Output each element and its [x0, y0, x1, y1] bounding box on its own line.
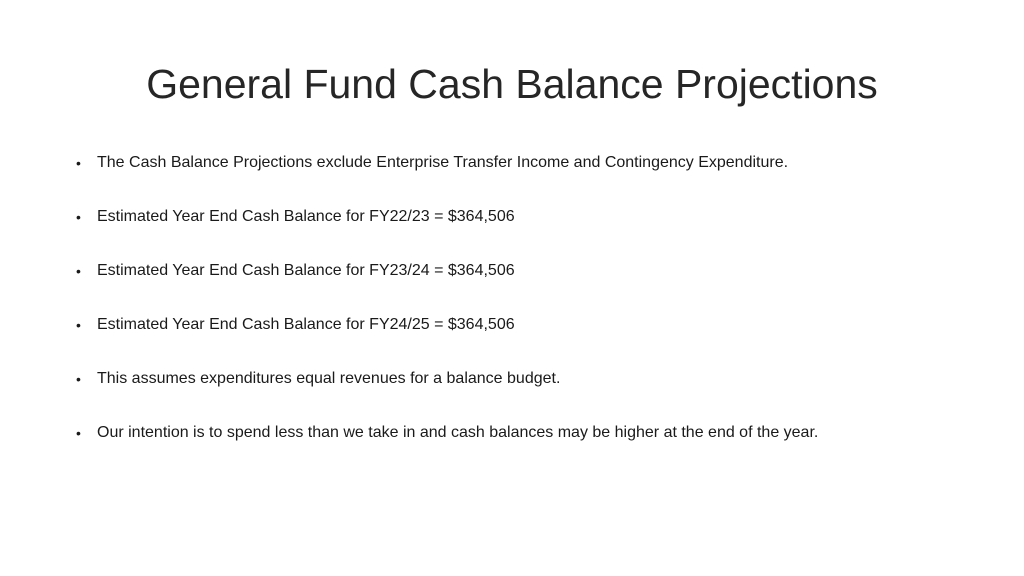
slide-title: General Fund Cash Balance Projections	[146, 61, 878, 107]
bullet-text: This assumes expenditures equal revenues for a balance budget.	[97, 370, 561, 387]
bullet-text: The Cash Balance Projections exclude Enterprise Transfer Income and Contingency Expenditure.	[97, 154, 789, 171]
bullet-text: Our intention is to spend less than we take in and cash balances may be higher at the end of the year.	[97, 424, 819, 441]
bullet-icon: •	[76, 317, 81, 333]
bullet-icon: •	[76, 209, 81, 225]
bullet-icon: •	[76, 425, 81, 441]
bullet-item	[76, 150, 976, 204]
bullet-text: Estimated Year End Cash Balance for FY22/23 = $364,506	[97, 208, 515, 225]
bullet-icon: •	[76, 371, 81, 387]
bullet-list	[76, 150, 976, 474]
bullet-item	[76, 204, 976, 258]
bullet-icon: •	[76, 263, 81, 279]
bullet-text: Estimated Year End Cash Balance for FY24/25 = $364,506	[97, 316, 515, 333]
bullet-item	[76, 420, 976, 474]
bullet-item	[76, 258, 976, 312]
bullet-icon: •	[76, 155, 81, 171]
bullet-item	[76, 312, 976, 366]
bullet-item	[76, 366, 976, 420]
bullet-text: Estimated Year End Cash Balance for FY23/24 = $364,506	[97, 262, 515, 279]
